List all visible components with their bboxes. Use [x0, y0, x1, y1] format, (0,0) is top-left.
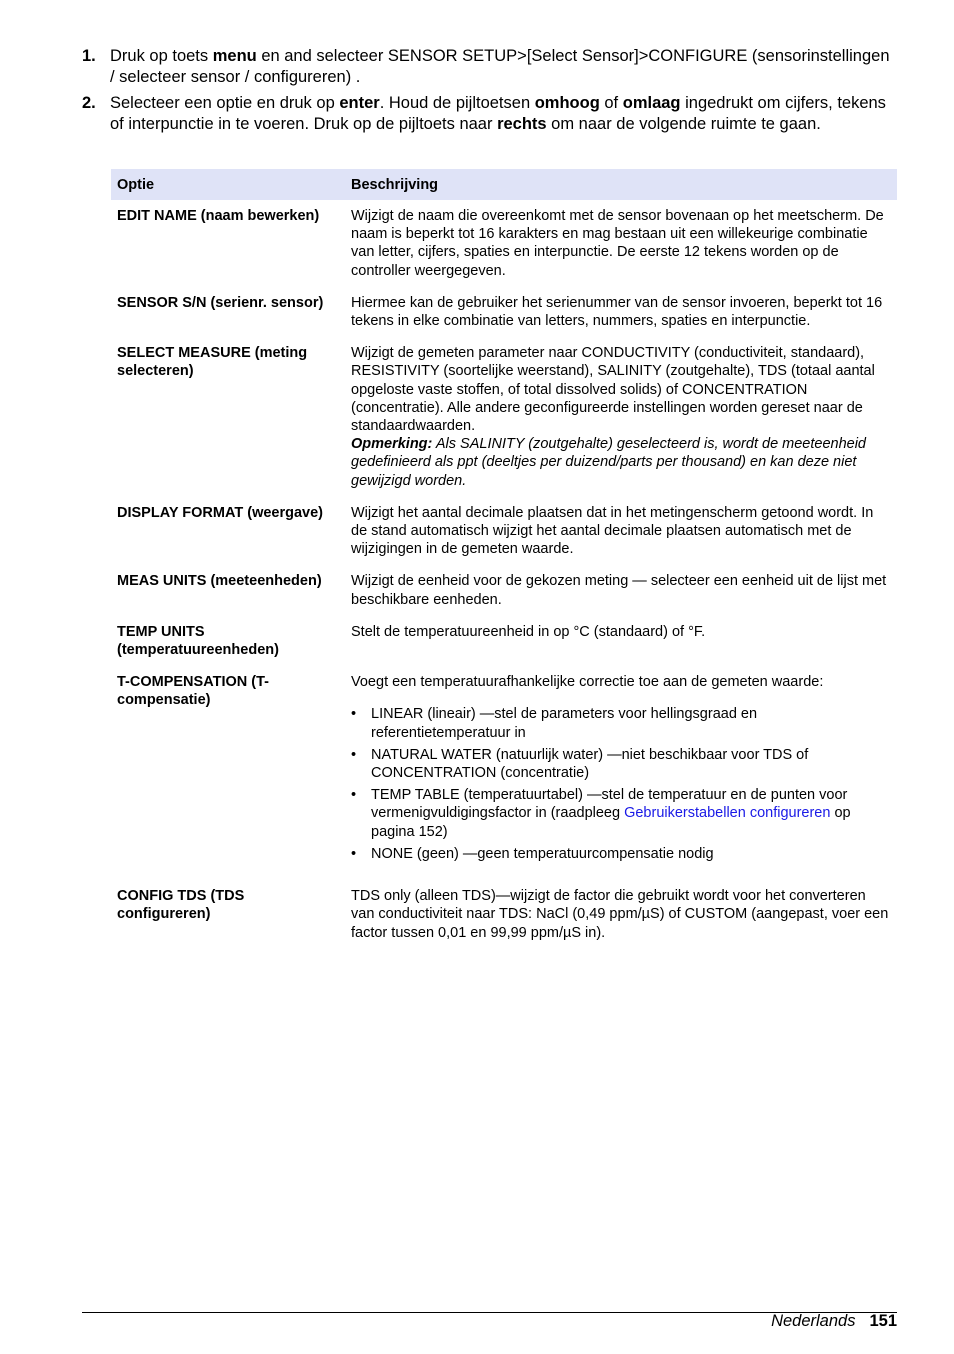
- description-cell: Wijzigt de eenheid voor de gekozen meting — selecteer een eenheid uit de lijst met beschikbare eenheden.: [351, 573, 887, 608]
- note-text: Als SALINITY (zoutgehalte) geselecteerd is, wordt de meeteenheid gedefinieerd als ppt (deeltjes per duizend/parts per thousand) en kan deze niet gewijzigd worden.: [351, 436, 867, 489]
- step-number: 2.: [82, 94, 96, 112]
- option-cell: TEMP UNITS (temperatuureenheden): [117, 623, 279, 659]
- description-cell: Voegt een temperatuurafhankelijke correctie toe aan de gemeten waarde: • LINEAR (lineair) —stel de parameters voor hellingsgraad en referentietemperatuur in • NATURAL WATER (natuurlijk water) —niet beschikbaar voor TDS of CONCENTRATION (concentratie) • TEMP TABLE (temperatuurtabel) —stel de temperatuur en de punten voor vermenigvuldigingsfactor in (raadpleeg Gebruikerstabellen configureren op pagina 152) • NONE (geen) —geen temperatuurcompensatie nodig: [345, 673, 897, 867]
- option-cell: EDIT NAME (naam bewerken): [117, 208, 320, 224]
- page-number: 151: [869, 1312, 897, 1330]
- description-cell: Wijzigt de gemeten parameter naar CONDUCTIVITY (conductiviteit, standaard), RESISTIVITY (soortelijke weerstand), SALINITY (zoutgehalte), TDS (totaal aantal opgeloste vaste stoffen, of total dissolved solids) of CONCENTRATION (concentratie). Alle andere geconfigureerde instellingen worden gereset naar de standaardwaarden. Opmerking: Als SALINITY (zoutgehalte) geselecteerd is, wordt de meeteenheid gedefinieerd als ppt (deeltjes per duizend/parts per thousand) en kan deze niet gewijzigd worden.: [345, 344, 897, 490]
- table-row: [111, 294, 897, 330]
- option-cell: MEAS UNITS (meeteenheden): [117, 573, 322, 590]
- key-name: enter: [339, 94, 380, 112]
- step-item: [82, 93, 897, 134]
- cross-reference-link[interactable]: Gebruikerstabellen configureren: [624, 805, 831, 822]
- table-row: [111, 207, 897, 280]
- bullet-list: [351, 705, 891, 863]
- step-number: 1.: [82, 47, 96, 65]
- table-row: [111, 344, 897, 490]
- description-cell: Wijzigt het aantal decimale plaatsen dat in het metingenscherm getoond wordt. In de stand automatisch wijzigt het aantal decimale plaatsen automatisch met de wijzigingen in de gemeten waarde.: [351, 504, 874, 558]
- list-item: • LINEAR (lineair) —stel de parameters voor hellingsgraad en referentietemperatuur in: [351, 705, 891, 741]
- table-row: [111, 623, 897, 659]
- description-cell: Hiermee kan de gebruiker het serienummer van de sensor invoeren, beperkt tot 16 tekens in elke combinatie van letters, nummers, spaties en interpunctie.: [351, 294, 883, 330]
- table-header: [111, 169, 897, 200]
- options-table: [111, 169, 897, 942]
- note-label: Opmerking:: [351, 436, 433, 453]
- note: [351, 435, 891, 490]
- table-row: [111, 673, 897, 867]
- step-text: Druk op toets menu en and selecteer SENSOR SETUP>[Select Sensor]>CONFIGURE (sensorinstellingen / selecteer sensor / configureren) .: [110, 47, 890, 86]
- description-cell: Stelt de temperatuureenheid in op °C (standaard) of °F.: [351, 623, 706, 640]
- key-name: omlaag: [622, 94, 681, 112]
- table-row: [111, 887, 897, 942]
- table-row: [111, 572, 897, 608]
- option-cell: SELECT MEASURE (meting selecteren): [117, 345, 308, 380]
- list-item: • NONE (geen) —geen temperatuurcompensatie nodig: [351, 845, 891, 863]
- key-name: menu: [212, 47, 257, 65]
- header-description: Beschrijving: [351, 176, 439, 193]
- option-cell: SENSOR S/N (serienr. sensor): [117, 294, 324, 311]
- option-cell: DISPLAY FORMAT (weergave): [117, 504, 324, 521]
- key-name: rechts: [497, 114, 547, 133]
- header-option: Optie: [117, 176, 155, 193]
- list-item: • NATURAL WATER (natuurlijk water) —niet beschikbaar voor TDS of CONCENTRATION (concentratie): [351, 746, 891, 782]
- instruction-steps: [82, 46, 897, 140]
- description-cell: Wijzigt de naam die overeenkomt met de sensor bovenaan op het meetscherm. De naam is beperkt tot 16 karakters en mag bestaan uit een willekeurige combinatie van letter, cijfers, spaties en interpunctie. De eerste 12 tekens worden op de controller weergegeven.: [351, 208, 884, 279]
- option-cell: T-COMPENSATION (T-compensatie): [117, 674, 269, 709]
- step-item: [82, 46, 897, 87]
- option-cell: CONFIG TDS (TDS configureren): [117, 888, 245, 923]
- step-text: Selecteer een optie en druk op enter. Houd de pijltoetsen omhoog of omlaag ingedrukt om cijfers, tekens of interpunctie in te voeren. Druk op de pijltoets naar rechts om naar de volgende ruimte te gaan.: [110, 94, 886, 133]
- description-cell: TDS only (alleen TDS)—wijzigt de factor die gebruikt wordt voor het converteren van conductiviteit naar TDS: NaCl (0,49 ppm/µS) of CUSTOM (aangepast, voer een factor tussen 0,01 en 99,99 ppm/µS in).: [351, 888, 889, 941]
- footer-language: Nederlands: [771, 1312, 856, 1330]
- page-footer: [771, 1312, 897, 1331]
- list-item: • TEMP TABLE (temperatuurtabel) —stel de temperatuur en de punten voor vermenigvuldigingsfactor in (raadpleeg Gebruikerstabellen configureren op pagina 152): [351, 786, 891, 841]
- table-row: [111, 504, 897, 559]
- key-name: omhoog: [534, 94, 600, 112]
